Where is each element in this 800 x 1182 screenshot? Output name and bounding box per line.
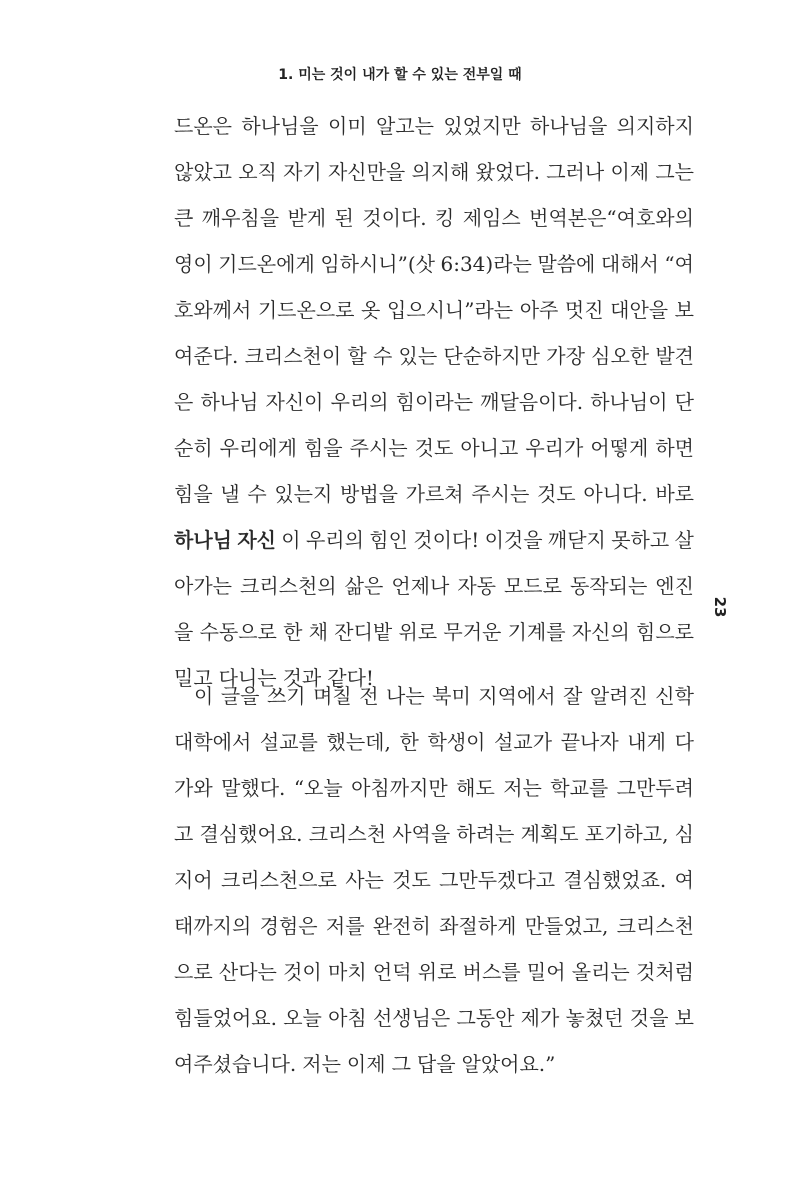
word: 방법을: [340, 482, 398, 506]
word: 낼: [220, 482, 240, 506]
word: 언덕: [372, 960, 412, 984]
word: “오늘: [293, 776, 343, 800]
word: “여: [664, 252, 694, 276]
word: 않았고: [174, 160, 232, 184]
word: 알았어요.”: [461, 1052, 556, 1076]
word: 지역에서: [478, 684, 556, 708]
word: 것이다.: [362, 206, 427, 230]
word: 이제: [346, 1052, 386, 1076]
word: 것처럼: [636, 960, 694, 984]
word: 못하고: [611, 528, 670, 552]
word: 며칠: [313, 684, 352, 708]
word: 해도: [456, 776, 495, 800]
word: 아니다.: [583, 482, 648, 506]
word: 옷: [361, 298, 381, 322]
word: 저는: [503, 776, 542, 800]
word: 언제나: [391, 574, 450, 598]
word: 나는: [386, 684, 425, 708]
text-line: [174, 1050, 694, 1078]
word: 입으시니”라는: [386, 298, 514, 322]
word: 자신의: [571, 620, 630, 644]
text-line: [174, 958, 694, 986]
word: 은: [174, 390, 194, 414]
word: 오직: [238, 160, 277, 184]
word: 주시는: [349, 436, 408, 460]
word: 것도: [414, 436, 454, 460]
word: 끝나자: [560, 730, 619, 754]
word: 것을: [629, 1006, 669, 1030]
word: 우리에게: [219, 436, 297, 460]
word: 잘: [563, 684, 583, 708]
word: 수: [372, 344, 393, 368]
word: 오늘: [283, 1006, 322, 1030]
word: 좌절하게: [439, 914, 517, 938]
word: 그는: [655, 160, 694, 184]
word: 여준다.: [174, 344, 239, 368]
word: 만들었고,: [524, 914, 609, 938]
word: 하려는: [456, 822, 515, 846]
word: 아주: [519, 298, 559, 322]
word: 살: [674, 528, 694, 552]
word: 포기하고,: [584, 822, 669, 846]
word: 다니는: [218, 666, 277, 690]
text-line: [174, 820, 694, 848]
word: 한: [283, 620, 303, 644]
word: 6:34)라는: [440, 252, 532, 276]
word: 신학: [655, 684, 694, 708]
word: 같다!: [327, 666, 374, 690]
word: 삶은: [344, 574, 384, 598]
word: 버스를: [462, 960, 521, 984]
word: 것과: [282, 666, 322, 690]
word: 대해서: [600, 252, 659, 276]
emphasized-word: 하나님: [174, 528, 232, 552]
word: 이것을: [484, 528, 543, 552]
word: 모드로: [503, 574, 562, 598]
word: 하나님이: [590, 390, 668, 414]
word: 이: [194, 684, 214, 708]
text-line: [174, 1004, 694, 1032]
word: 제임스: [462, 206, 521, 230]
word: 멋진: [564, 298, 604, 322]
word: 학생이: [427, 730, 486, 754]
word: 것이다!: [413, 528, 480, 552]
word: 있었지만: [443, 114, 521, 138]
word: 가르쳐: [405, 482, 464, 506]
word: 그러나: [546, 160, 605, 184]
word: 잔디밭: [334, 620, 393, 644]
word: 것이: [283, 960, 322, 984]
word: 무거운: [443, 620, 502, 644]
word: 내게: [627, 730, 666, 754]
word: 엔진: [655, 574, 694, 598]
word: 큰: [174, 206, 194, 230]
word: 동작되는: [569, 574, 648, 598]
word: 깨달음이다.: [480, 390, 584, 414]
word: 크리스천: [616, 914, 694, 938]
word: 번역본은“여호와의: [529, 206, 694, 230]
word: 북미: [432, 684, 471, 708]
word: 사는: [345, 868, 384, 892]
word: 저를: [325, 914, 365, 938]
text-line: [174, 480, 694, 508]
word: 의지해: [411, 160, 470, 184]
word: 이제: [610, 160, 650, 184]
word: 영이: [174, 252, 213, 276]
word: 이: [281, 528, 301, 552]
word: 힘을: [174, 482, 213, 506]
text-line: [174, 388, 694, 416]
word: 결심했었죠.: [563, 868, 667, 892]
word: 마치: [328, 960, 367, 984]
word: 선생님은: [372, 1006, 451, 1030]
word: 자신이: [265, 390, 324, 414]
word: 밀고: [174, 666, 213, 690]
text-line: [174, 250, 694, 278]
word: 채: [308, 620, 329, 644]
word: 여: [674, 868, 694, 892]
word: 놓쳤던: [565, 1006, 624, 1030]
word: 힘을: [303, 436, 343, 460]
text-line: [174, 866, 694, 894]
emphasized-word: 자신: [237, 528, 276, 552]
word: 우리가: [525, 436, 584, 460]
word: 것도: [392, 868, 431, 892]
word: 완전히: [372, 914, 431, 938]
word: 수: [247, 482, 267, 506]
text-line: [174, 296, 694, 324]
word: 사역을: [392, 822, 451, 846]
word: 바로: [655, 482, 694, 506]
word: 여주셨습니다.: [174, 1052, 297, 1076]
word: 단순하지만: [443, 344, 541, 368]
text-line: [174, 158, 694, 186]
word: 제가: [520, 1006, 560, 1030]
word: 했는데,: [326, 730, 391, 754]
word: 의지하지: [616, 114, 694, 138]
word: 기계를: [507, 620, 566, 644]
word: 말씀에: [537, 252, 596, 276]
word: 대학에서: [174, 730, 252, 754]
word: 가장: [546, 344, 585, 368]
word: 지어: [174, 868, 213, 892]
word: 주시는: [471, 482, 530, 506]
word: 임하시니”(삿: [320, 252, 435, 276]
text-line: [174, 682, 694, 710]
word: 그: [391, 1052, 411, 1076]
text-line: [174, 434, 694, 462]
word: 우리의: [330, 390, 389, 414]
word: 킹: [435, 206, 455, 230]
word: 하면: [655, 436, 694, 460]
word: 아침까지만: [351, 776, 448, 800]
word: 할: [347, 344, 367, 368]
word: 호와께서: [174, 298, 252, 322]
word: 그동안: [456, 1006, 515, 1030]
word: 아침: [328, 1006, 367, 1030]
word: 이미: [328, 114, 367, 138]
word: 태까지의: [174, 914, 252, 938]
word: 아니고: [460, 436, 519, 460]
word: 올리는: [571, 960, 630, 984]
word: 어떻게: [590, 436, 649, 460]
running-head: 1. 미는 것이 내가 할 수 있는 전부일 때: [278, 67, 522, 83]
word: 대안을: [610, 298, 669, 322]
word: 우리의: [305, 528, 364, 552]
word: 알고는: [376, 114, 434, 138]
word: 있는: [398, 344, 438, 368]
text-line: [174, 618, 694, 646]
word: 깨우침을: [201, 206, 280, 230]
word: 순히: [174, 436, 213, 460]
word: 심: [674, 822, 694, 846]
word: 글을: [220, 684, 260, 708]
word: 밀어: [526, 960, 566, 984]
word: 된: [334, 206, 354, 230]
word: 을: [174, 620, 194, 644]
word: 알려진: [589, 684, 648, 708]
word: 크리스천: [308, 822, 387, 846]
word: 설교가: [494, 730, 553, 754]
text-line: [174, 572, 694, 600]
word: 크리스천이: [244, 344, 342, 368]
text-line: [174, 112, 694, 140]
word: 힘이라는: [395, 390, 474, 414]
word: 다: [674, 730, 694, 754]
word: 깨닫지: [547, 528, 606, 552]
word: 경험은: [259, 914, 318, 938]
word: 쓰기: [266, 684, 306, 708]
word: 보: [674, 298, 694, 322]
text-line: [174, 912, 694, 940]
word: 아가는: [174, 574, 232, 598]
word: 자기: [283, 160, 322, 184]
text-line: [174, 774, 694, 802]
word: 한: [399, 730, 419, 754]
word: 전: [359, 684, 379, 708]
word: 저는: [302, 1052, 341, 1076]
word: 그만두려: [616, 776, 694, 800]
text-line: [174, 204, 694, 232]
word: 학교를: [550, 776, 609, 800]
word: 왔었다.: [475, 160, 540, 184]
word: 심오한: [591, 344, 650, 368]
word: 하나님을: [530, 114, 608, 138]
word: 말했다.: [221, 776, 286, 800]
word: 위로: [398, 620, 438, 644]
word: 설교를: [259, 730, 318, 754]
word: 기드온에게: [218, 252, 315, 276]
word: 기드온으로: [257, 298, 355, 322]
word: 발견: [655, 344, 694, 368]
word: 하나님을: [241, 114, 319, 138]
word: 가와: [174, 776, 213, 800]
word: 그만두겠다고: [439, 868, 556, 892]
word: 드온은: [174, 114, 232, 138]
word: 자동: [457, 574, 496, 598]
word: 받게: [287, 206, 327, 230]
word: 힘으로: [636, 620, 694, 644]
word: 위로: [417, 960, 457, 984]
word: 크리스천의: [240, 574, 337, 598]
text-line: [174, 728, 694, 756]
page-number: 23: [711, 596, 729, 618]
text-line: [174, 342, 694, 370]
word: 단: [674, 390, 694, 414]
word: 산다는: [218, 960, 277, 984]
word: 있는지: [274, 482, 333, 506]
word: 보: [674, 1006, 694, 1030]
word: 으로: [174, 960, 213, 984]
word: 결심했어요.: [199, 822, 303, 846]
word: 수동으로: [199, 620, 277, 644]
word: 자신만을: [327, 160, 406, 184]
word: 고: [174, 822, 194, 846]
word: 것도: [536, 482, 576, 506]
word: 힘인: [369, 528, 408, 552]
word: 답을: [416, 1052, 456, 1076]
text-line: [174, 526, 694, 554]
word: 하나님: [200, 390, 259, 414]
word: 계획도: [520, 822, 579, 846]
word: 크리스천으로: [220, 868, 337, 892]
word: 힘들었어요.: [174, 1006, 277, 1030]
